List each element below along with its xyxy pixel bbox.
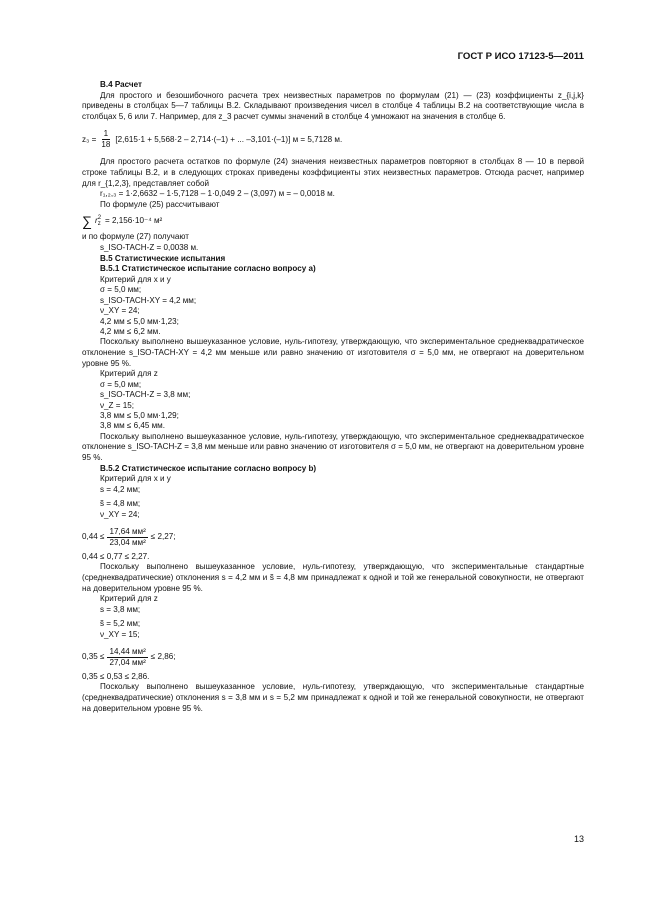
b51-z-conclusion: Поскольку выполнено вышеуказанное условие, нуль-гипотезу, утверждающую, что экспериментальное среднеквадратическое отклонение s_ISO-TACH-Z = 3,8 мм меньше или равно значению от изготовителя σ = 5,0 мм, не отвергают на доверительном уровне 95 %. — [82, 431, 584, 462]
b52-criterion-z: Критерий для z — [100, 594, 158, 604]
z3-fraction — [99, 129, 112, 150]
b51-z-line: s_ISO-TACH-Z = 3,8 мм; — [100, 390, 191, 400]
b51-z-line: 3,8 мм ≤ 5,0 мм·1,29; — [100, 410, 179, 420]
b51-z-line: 3,8 мм ≤ 6,45 мм. — [100, 421, 165, 431]
sum-term: r — [94, 216, 98, 226]
b52-xy-s: s = 4,2 мм; — [100, 484, 141, 494]
b51-xy-conclusion: Поскольку выполнено вышеуказанное условие, нуль-гипотезу, утверждающую, что экспериментальное среднеквадратическое отклонение s_ISO-TACH-XY = 4,2 мм меньше или равно значению от изготовителя σ = 5,0 мм, не отвергают на доверительном уровне 95 %. — [82, 337, 584, 368]
b4-paragraph-2: Для простого расчета остатков по формуле (24) значения неизвестных параметров повторяют в столбцах 8 — 10 в первой строке таблицы В.2, и в следующих строках приведены коэффициенты этих неизвестных параметров. Отсюда расчет, например для r_{1,2,3}, представляет собой — [82, 157, 584, 188]
b51-xy-line: σ = 5,0 мм; — [100, 285, 142, 295]
z3-formula-rhs: [2,615·1 + 5,568·2 – 2,714·(–1) + ... –3,101·(–1)] м = 5,7128 м. — [115, 134, 343, 144]
document-body — [82, 80, 584, 714]
b51-xy-line: s_ISO-TACH-XY = 4,2 мм; — [100, 295, 197, 305]
z3-formula-lhs: z₃ = — [82, 134, 97, 144]
sum-superscript: 2 — [97, 215, 102, 222]
b51-criterion-z: Критерий для z — [100, 369, 158, 379]
b52-z-fraction — [107, 647, 147, 668]
b52-z-s-tilde: s̃ = 5,2 мм; — [100, 619, 141, 629]
z3-fraction-denominator: 18 — [101, 140, 111, 150]
b52-criterion-xy: Критерий для x и y — [100, 474, 171, 484]
b52-xy-ineq-right: ≤ 2,27; — [150, 532, 176, 542]
b52-xy-fraction-denominator: 23,04 мм² — [109, 537, 146, 547]
z3-fraction-numerator: 1 — [103, 129, 109, 139]
b52-z-ineq-left: 0,35 ≤ — [82, 652, 105, 662]
b51-xy-line: ν_XY = 24; — [100, 306, 140, 316]
b52-xy-inequality — [82, 527, 584, 548]
sum-value: = 2,156·10⁻⁴ м² — [105, 216, 163, 226]
b52-z-ineq-right: ≤ 2,86; — [150, 652, 176, 662]
residual-formula: r₁,₂,₃ = 1·2,6632 – 1·5,7128 – 1·0,049 2 – (3,097) м = – 0,0018 м. — [100, 189, 335, 199]
b51-criterion-xy: Критерий для x и y — [100, 274, 171, 284]
b52-z-result: 0,35 ≤ 0,53 ≤ 2,86. — [82, 671, 150, 681]
b51-xy-line: 4,2 мм ≤ 6,2 мм. — [100, 326, 161, 336]
b52-z-fraction-denominator: 27,04 мм² — [109, 657, 146, 667]
b52-xy-ineq-left: 0,44 ≤ — [82, 532, 105, 542]
b4-paragraph-3: По формуле (25) рассчитывают — [100, 199, 220, 209]
b52-z-nu: ν_XY = 15; — [100, 629, 140, 639]
b52-xy-result: 0,44 ≤ 0,77 ≤ 2,27. — [82, 551, 150, 561]
sum-subscript: z — [97, 221, 101, 228]
z3-formula — [82, 129, 584, 150]
b51-xy-line: 4,2 мм ≤ 5,0 мм·1,23; — [100, 316, 179, 326]
b52-z-s: s = 3,8 мм; — [100, 604, 141, 614]
section-b52-title: В.5.2 Статистическое испытание согласно вопросу b) — [100, 463, 317, 473]
b52-xy-nu: ν_XY = 24; — [100, 509, 140, 519]
section-b5-title: В.5 Статистические испытания — [100, 253, 226, 263]
b52-z-fraction-numerator: 14,44 мм² — [109, 646, 146, 656]
b52-xy-s-tilde: s̃ = 4,8 мм; — [100, 499, 141, 509]
b51-z-line: ν_Z = 15; — [100, 400, 134, 410]
b52-xy-fraction — [107, 527, 147, 548]
document-code: ГОСТ Р ИСО 17123-5—2011 — [457, 51, 584, 62]
section-b51-title: В.5.1 Статистическое испытание согласно вопросу a) — [100, 264, 316, 274]
b52-xy-fraction-numerator: 17,64 мм² — [109, 526, 146, 536]
b52-xy-conclusion: Поскольку выполнено вышеуказанное условие, нуль-гипотезу, утверждающую, что экспериментальные стандартные (среднеквадратические) отклонения s = 4,2 мм и s̃ = 4,8 мм принадлежат к одной и той же генеральной совокупности, не отвергают на доверительном уровне 95 %. — [82, 562, 584, 593]
b4-paragraph-1: Для простого и безошибочного расчета трех неизвестных параметров по формулам (21) — (23) коэффициенты z_{i,j,k} приведены в столбцах 5—7 таблицы В.2. Складывают произведения чисел в столбце 4 таблицы В.2 на соответствующие числа в столбцах 5, 6 или 7. Например, для z_3 расчет суммы значений в столбце 4 умножают на значения в столбце 6. — [82, 90, 584, 121]
section-b4-title: В.4 Расчет — [100, 80, 142, 89]
b51-z-line: σ = 5,0 мм; — [100, 379, 142, 389]
b52-z-conclusion: Поскольку выполнено вышеуказанное условие, нуль-гипотезу, утверждающую, что экспериментальные стандартные (среднеквадратические) отклонения s = 3,8 мм и s = 5,2 мм принадлежат к одной и той же генеральной совокупности, не отвергают на доверительном уровне 95 %. — [82, 682, 584, 713]
sum-formula — [82, 214, 584, 228]
sum-sign: ∑ — [82, 213, 92, 230]
page-number: 13 — [573, 834, 584, 844]
b4-paragraph-4: и по формуле (27) получают — [82, 232, 189, 242]
s-iso-value: s_ISO-TACH-Z = 0,0038 м. — [100, 242, 199, 252]
b52-z-inequality — [82, 647, 584, 668]
